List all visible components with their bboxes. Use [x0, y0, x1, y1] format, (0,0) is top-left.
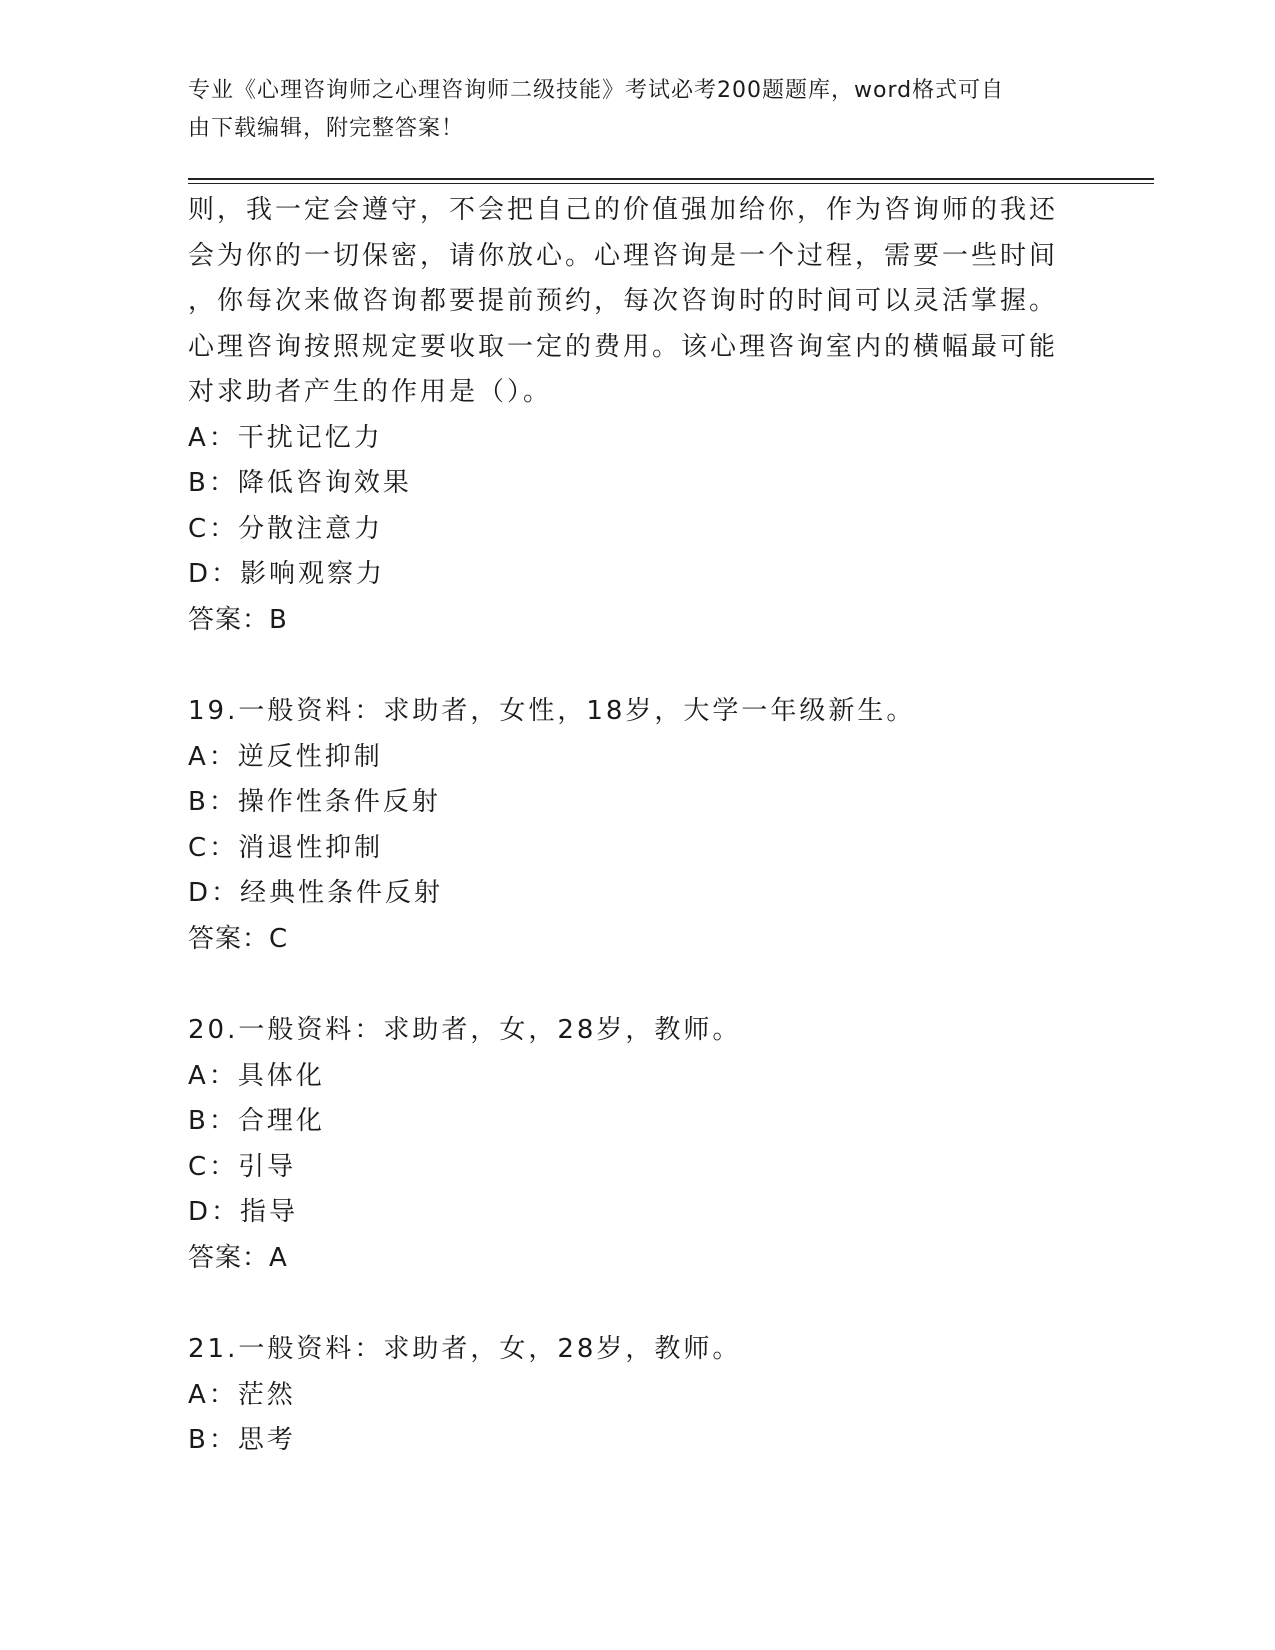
question-stem: 19.一般资料：求助者，女性，18岁，大学一年级新生。 [188, 696, 916, 726]
option-c: C：分散注意力 [188, 513, 384, 544]
option-b: B：降低咨询效果 [188, 468, 412, 498]
option-d: D：经典性条件反射 [188, 878, 444, 908]
question-stem-line: 则，我一定会遵守，不会把自己的价值强加给你，作为咨询师的我还 [188, 195, 1059, 225]
option-b: B：操作性条件反射 [188, 787, 441, 817]
header-divider-thick [188, 178, 1154, 180]
option-a: A：干扰记忆力 [188, 422, 383, 453]
question-stem-line: 会为你的一切保密，请你放心。心理咨询是一个过程，需要一些时间 [188, 240, 1059, 271]
question-19 [188, 689, 1118, 962]
option-d: D：影响观察力 [188, 559, 386, 589]
option-d: D：指导 [188, 1197, 299, 1227]
option-c: C：引导 [188, 1151, 297, 1182]
question-stem: 21.一般资料：求助者，女，28岁，教师。 [188, 1334, 742, 1364]
answer-line: 答案：B [188, 604, 288, 635]
document-header [188, 72, 1088, 148]
question-stem-line: 心理咨询按照规定要收取一定的费用。该心理咨询室内的横幅最可能 [188, 331, 1059, 362]
spacer [188, 1281, 1118, 1327]
spacer [188, 643, 1118, 689]
question-18 [188, 188, 1118, 643]
question-stem: 20.一般资料：求助者，女，28岁，教师。 [188, 1015, 742, 1045]
document-body [188, 188, 1118, 1464]
option-b: B：合理化 [188, 1106, 325, 1136]
header-line-2: 由下载编辑，附完整答案！ [188, 116, 465, 141]
spacer [188, 962, 1118, 1008]
header-divider-thin [188, 183, 1154, 184]
option-a: A：逆反性抑制 [188, 741, 383, 772]
answer-line: 答案：C [188, 923, 289, 954]
option-a: A：茫然 [188, 1379, 296, 1410]
option-b: B：思考 [188, 1425, 296, 1455]
question-20 [188, 1008, 1118, 1281]
question-21 [188, 1327, 1118, 1464]
option-c: C：消退性抑制 [188, 832, 384, 863]
question-stem-line: 对求助者产生的作用是（）。 [188, 377, 553, 407]
answer-line: 答案：A [188, 1242, 288, 1273]
question-stem-line: ，你每次来做咨询都要提前预约，每次咨询时的时间可以灵活掌握。 [188, 286, 1059, 316]
header-line-1: 专业《心理咨询师之心理咨询师二级技能》考试必考200题题库，word格式可自 [188, 78, 1005, 103]
option-a: A：具体化 [188, 1060, 325, 1091]
